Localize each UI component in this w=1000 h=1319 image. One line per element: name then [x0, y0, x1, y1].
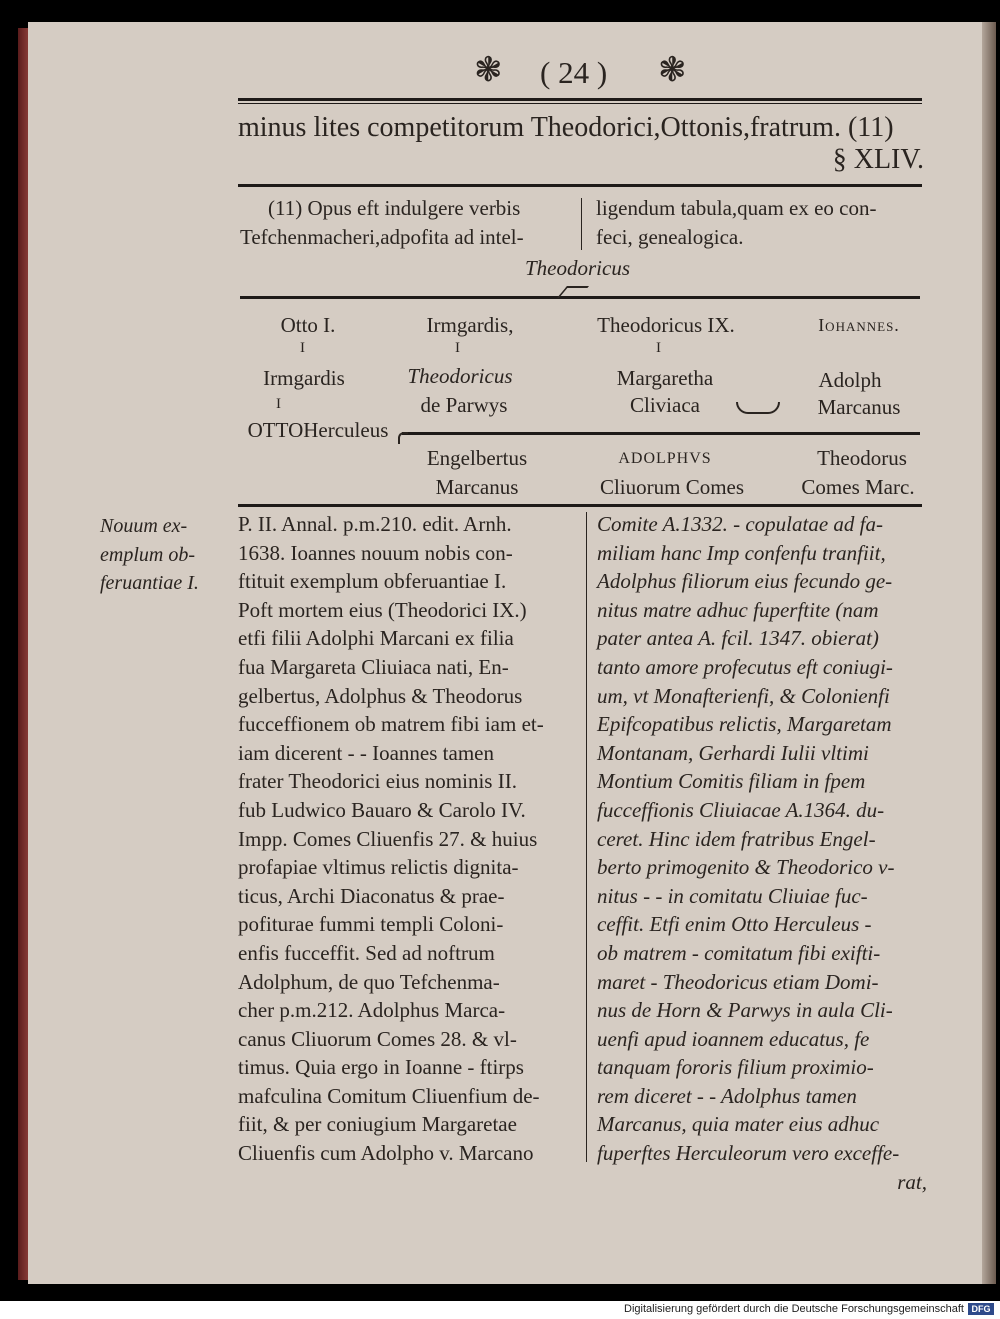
- rightcol-line: rat,: [897, 1169, 927, 1194]
- rightcol-line: Marcanus, quia mater eius adhuc: [597, 1112, 880, 1137]
- genealogy-root: Theodoricus: [525, 256, 630, 280]
- gen1-otto: Otto I.: [280, 313, 336, 337]
- children-bracket: [402, 432, 920, 435]
- page-edge: [982, 22, 996, 1284]
- descent-mark: I: [300, 340, 305, 356]
- leftcol-line: frater Theodorici eius nominis II.: [238, 769, 517, 794]
- right-column: [597, 510, 927, 1196]
- header-rule: [238, 98, 922, 101]
- leftcol-line: Adolphum, de quo Tefchenma-: [238, 969, 500, 994]
- header-rule-thin: [238, 103, 922, 104]
- child-engelbertus: Engelbertus: [426, 446, 528, 470]
- rightcol-line: uenfi apud ioannem educatus, fe: [597, 1026, 870, 1051]
- leftcol-line: Poft mortem eius (Theodorici IX.): [238, 597, 527, 622]
- gen1-irmgardis: Irmgardis,: [426, 313, 514, 337]
- leftcol-line: enfis fucceffit. Sed ad noftrum: [238, 940, 495, 965]
- leftcol-line: profapiae vltimus relictis dignita-: [238, 855, 519, 880]
- margin-note-line: feruantiae I.: [100, 572, 199, 595]
- gen2-cliviaca: Cliviaca: [630, 393, 700, 417]
- margin-note-line: emplum ob-: [100, 543, 195, 566]
- descent-mark: I: [455, 340, 460, 356]
- leftcol-line: iam dicerent - - Ioannes tamen: [238, 740, 494, 765]
- rightcol-line: Adolphus filiorum eius fecundo ge-: [597, 569, 893, 594]
- rightcol-line: um, vt Monafterienfi, & Colonienfi: [597, 683, 890, 708]
- leftcol-line: pofiturae fummi templi Coloni-: [238, 912, 504, 937]
- leftcol-line: fiit, & per coniugium Margaretae: [238, 1112, 517, 1137]
- footnote-left-line-2: Tefchenmacheri,adpofita ad intel-: [240, 225, 524, 249]
- descent-mark: I: [656, 340, 661, 356]
- margin-note: [100, 512, 199, 598]
- rightcol-line: pater antea A. fcil. 1347. obierat): [597, 626, 879, 651]
- rightcol-line: nitus matre adhuc fuperftite (nam: [597, 597, 879, 622]
- rightcol-line: ceret. Hinc idem fratribus Engel-: [597, 826, 876, 851]
- leftcol-line: 1638. Ioannes nouum nobis con-: [238, 540, 513, 565]
- rightcol-line: ceffit. Etfi enim Otto Herculeus -: [597, 912, 872, 937]
- leftcol-line: Cliuenfis cum Adolpho v. Marcano: [238, 1141, 534, 1166]
- gen3-otto-herculeus: OTTOHerculeus: [247, 418, 389, 442]
- running-text-line-1: minus lites competitorum Theodorici,Ottonis,fratrum. (11): [238, 112, 894, 143]
- leftcol-line: canus Cliuorum Comes 28. & vl-: [238, 1026, 517, 1051]
- footer-credit: Digitalisierung gefördert durch die Deutsche Forschungsgemeinschaft: [624, 1303, 964, 1315]
- footnote-right-line-2: feci, genealogica.: [596, 225, 744, 249]
- body-rule: [238, 504, 922, 507]
- gen2-de-parwys: de Parwys: [420, 393, 508, 417]
- rightcol-line: rem diceret - - Adolphus tamen: [597, 1083, 857, 1108]
- leftcol-line: fub Ludwico Bauaro & Carolo IV.: [238, 797, 526, 822]
- leftcol-line: ftituit exemplum obferuantiae I.: [238, 569, 507, 594]
- footnote-left-line-1: (11) Opus eft indulgere verbis: [268, 196, 521, 220]
- rightcol-line: Montanam, Gerhardi Iulii vltimi: [597, 740, 869, 765]
- dfg-logo: DFG: [968, 1303, 994, 1315]
- rightcol-line: nitus - - in comitatu Cliuiae fuc-: [597, 883, 868, 908]
- child-adolphus: ADOLPHVS: [618, 450, 712, 467]
- rightcol-line: berto primogenito & Theodorico v-: [597, 855, 895, 880]
- rightcol-line: fuperftes Herculeorum vero exceffe-: [597, 1141, 900, 1166]
- gen2-adolph: Adolph: [818, 368, 882, 392]
- leftcol-line: fua Margareta Cliuiaca nati, En-: [238, 654, 509, 679]
- rightcol-line: tanto amore profecutus eft coniugi-: [597, 654, 893, 679]
- leftcol-line: ticus, Archi Diaconatus & prae-: [238, 883, 505, 908]
- marriage-brace: [736, 402, 780, 414]
- ornament-right-icon: ❃: [658, 52, 687, 89]
- rightcol-line: Epifcopatibus relictis, Margaretam: [597, 712, 892, 737]
- margin-note-line: Nouum ex-: [100, 515, 188, 537]
- gen2-theodoricus: Theodoricus: [407, 364, 513, 388]
- leftcol-line: etfi filii Adolphi Marcani ex filia: [238, 626, 514, 651]
- section-heading: § XLIV.: [832, 144, 924, 175]
- digitization-footer: [0, 1301, 1000, 1319]
- gen2-irmgardis: Irmgardis: [263, 366, 345, 390]
- column-divider: [586, 512, 587, 1162]
- gen2-marcanus: Marcanus: [817, 395, 901, 419]
- gen1-iohannes: Iohannes.: [818, 315, 900, 335]
- rightcol-line: miliam hanc Imp confenfu tranfiit,: [597, 540, 886, 565]
- rightcol-line: ob matrem - comitatum fibi exifti-: [597, 940, 881, 965]
- leftcol-line: fucceffionem ob matrem fibi iam et-: [238, 712, 544, 737]
- child-cliuorum-comes: Cliuorum Comes: [599, 475, 745, 499]
- child-comes-marc: Comes Marc.: [801, 475, 915, 499]
- leftcol-line: timus. Quia ergo in Ioanne - ftirps: [238, 1055, 524, 1080]
- ornament-left-icon: ❃: [474, 52, 503, 89]
- rightcol-line: fucceffionis Cliuiacae A.1364. du-: [597, 797, 885, 822]
- child-engelbertus-marcanus: Marcanus: [435, 475, 519, 499]
- child-theodorus: Theodorus: [817, 446, 907, 470]
- page-number: ( 24 ): [540, 55, 608, 90]
- leftcol-line: cher p.m.212. Adolphus Marca-: [238, 998, 506, 1023]
- bracket-hook-left: [398, 432, 408, 444]
- rightcol-line: maret - Theodoricus etiam Domi-: [597, 969, 879, 994]
- leftcol-line: mafculina Comitum Cliuenfium de-: [238, 1083, 540, 1108]
- leftcol-line: Impp. Comes Cliuenfis 27. & huius: [238, 826, 538, 851]
- rightcol-line: tanquam fororis filium proximio-: [597, 1055, 874, 1080]
- footnote-divider: [581, 198, 582, 250]
- gen1-theodoricus: Theodoricus IX.: [597, 313, 735, 337]
- rightcol-line: Comite A.1332. - copulatae ad fa-: [597, 512, 883, 536]
- gen2-margaretha: Margaretha: [616, 366, 714, 390]
- footnote-right-line-1: ligendum tabula,quam ex eo con-: [596, 196, 877, 220]
- rightcol-line: nus de Horn & Parwys in aula Cli-: [597, 998, 893, 1023]
- leftcol-line: gelbertus, Adolphus & Theodorus: [238, 683, 523, 708]
- rightcol-line: Montium Comitis filiam in fpem: [597, 769, 866, 794]
- leftcol-line: P. II. Annal. p.m.210. edit. Arnh.: [238, 512, 512, 536]
- footnote-rule: [238, 184, 922, 187]
- left-column: [238, 510, 578, 1168]
- descent-mark: I: [276, 396, 281, 412]
